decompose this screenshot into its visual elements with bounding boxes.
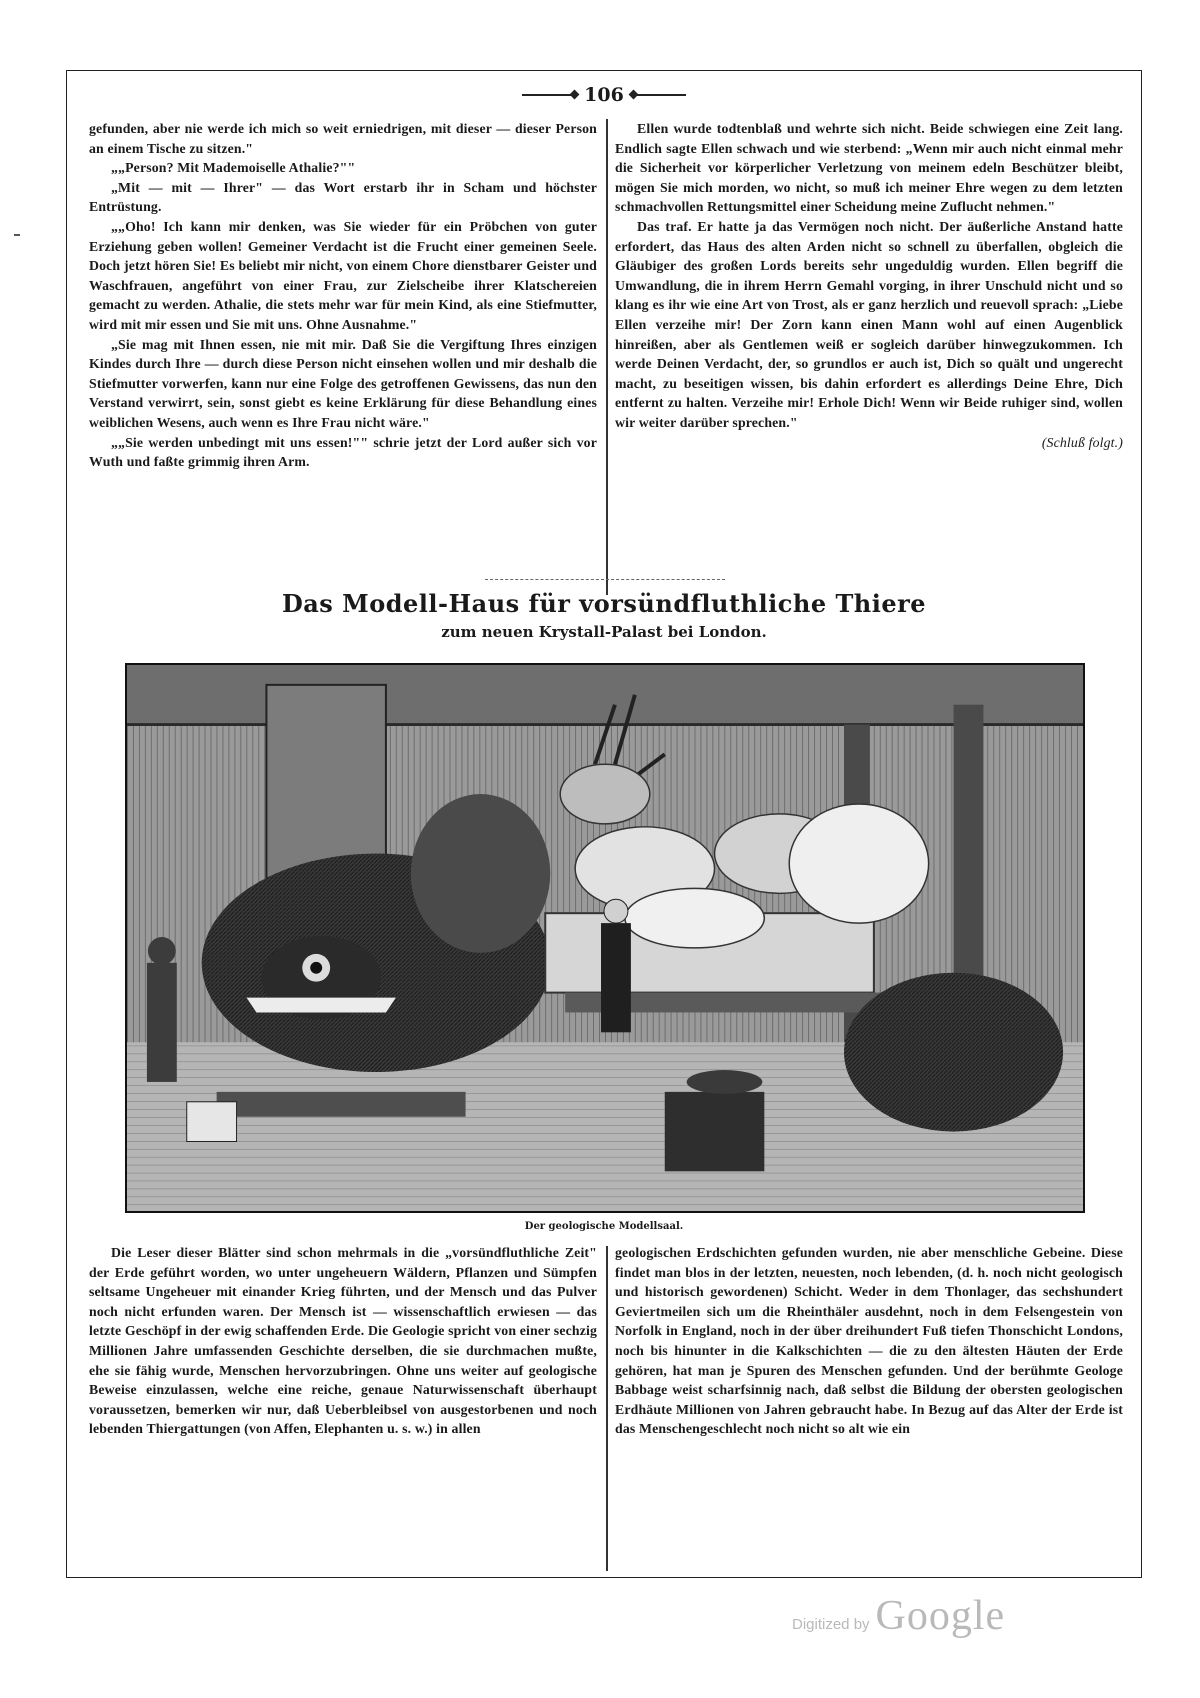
header-ornament-left: [522, 94, 574, 96]
paragraph: „„Person? Mit Mademoiselle Athalie?"": [111, 160, 356, 176]
column-divider: [606, 119, 608, 595]
illustration-caption: Der geologische Modellsaal.: [524, 1221, 684, 1232]
paragraph: Ellen wurde todtenblaß und wehrte sich nicht. Beide schwiegen eine Zeit lang. Endlich sagte Ellen schwach und wie sterbend: „Wenn mir auch nicht einmal mehr die Sicherheit vor körperlicher Verletzung von meinem edeln Beschützer bleibt, mögen Sie mich morden, wo nicht, so muß ich meiner Ehre wegen zu dem letzten schmachvollen Rettungsmittel einer Scheidung meine Zuflucht nehmen.": [615, 121, 1123, 215]
engraving-illustration: [125, 663, 1085, 1213]
watermark-prefix: Digitized by: [792, 1616, 870, 1633]
page-number: 106: [584, 84, 624, 106]
article-column-left: [89, 1243, 597, 1439]
article-title: Das Modell-Haus für vorsündfluthliche Thiere: [281, 589, 927, 618]
paragraph: Das traf. Er hatte ja das Vermögen noch nicht. Der äußerliche Anstand hatte erfordert, das Haus des alten Arden nicht so schnell zu überfallen, obgleich die Gläubiger des großen Lords bereits sehr ungeduldig wurden. Ellen begriff die Umwandlung, die in ihrem Herrn Gemahl vorging, in ihrer Unschuld nicht und so klang es ihr wie eine Art von Trost, als er ganz herzlich und reuevoll sprach: „Liebe Ellen verzeihe mir! Der Zorn kann einen Mann wohl auf einen Augenblick hinreißen, aber als Gentlemen weiß er sogleich darüber hinwegzukommen. Ich werde Deinen Verdacht, der, so grundlos er auch ist, Dich so quält und ungerecht macht, zu beseitigen wissen, bis dahin erfordert es allerdings Deine Ehre, Dich entfernt zu halten. Verzeihe mir! Erhole Dich! Wenn wir Beide ruhiger sind, wollen wir weiter darüber sprechen.": [615, 218, 1123, 430]
paragraph: „Mit — mit — Ihrer" — das Wort erstarb ihr in Scham und höchster Entrüstung.: [89, 179, 597, 215]
paragraph: Die Leser dieser Blätter sind schon mehrmals in die „vorsündfluthliche Zeit" der Erde geführt worden, wo unter ungeheuern Wäldern, Pflanzen und Sümpfen seltsame Ungeheuer mit einander Krieg führten, und der Mensch und das Pulver noch nicht erfunden waren. Der Mensch ist — wissenschaftlich erwiesen — das letzte Geschöpf in der ewig schaffenden Erde. Die Geologie spricht von einer sechzig Millionen Jahre umfassenden Geschichte derselben, die sie durchmachen mußte, ehe sie fähig wurde, Menschen hervorzubringen. Ohne uns weiter auf geologische Beweise einzulassen, welche eine reiche, genaue Naturwissenschaft überhaupt voraussetzen, bemerken wir nur, daß Ueberbleibsel von ausgestorbenen und noch lebenden Thiergattungen (von Affen, Elephanten u. s. w.) in allen: [89, 1245, 597, 1437]
paragraph: „„Sie werden unbedingt mit uns essen!"" schrie jetzt der Lord außer sich vor Wuth und faßte grimmig ihren Arm.: [89, 434, 597, 470]
article-column-right: [615, 1243, 1123, 1439]
paragraph: „Sie mag mit Ihnen essen, nie mit mir. Daß Sie die Vergiftung Ihres einzigen Kindes durch Ihre — durch diese Person nicht einsehen wollen und mir deshalb die Stiefmutter vorwerfen, kann nur eine Folge des getroffenen Gewissens, das nun den Verstand verwirrt, sein, sonst giebt es keine Erklärung für diese Behandlung eines weiblichen Wesens, auch wenn es Ihre Frau nicht wäre.": [89, 336, 597, 430]
paragraph: geologischen Erdschichten gefunden wurden, nie aber menschliche Gebeine. Diese findet man blos in der letzten, neuesten, noch lebenden, (d. h. noch nicht geologisch und historisch gewordenen) Schicht. Weder in dem Thonlager, das sechshundert Geviertmeilen sich um die Rheinthäler ausdehnt, noch in dem Felsengestein von Norfolk in England, noch in der über dreihundert Fuß tiefen Thonschicht Londons, noch bis hinunter in die Kalkschichten — die zu den ältesten Häuten der Erde gehören, hat man je Spuren des Menschen gefunden. Und der berühmte Geologe Babbage weist scharfsinnig nach, daß selbst die Bildung der obersten geologischen Erdhäute Millionen von Jahren gebraucht habe. In Bezug auf das Alter der Erde ist das Menschengeschlecht noch nicht so alt wie ein: [615, 1245, 1123, 1437]
margin-mark: [14, 234, 20, 236]
page-header: [67, 81, 1141, 109]
section-separator: [485, 579, 725, 580]
header-ornament-right: [634, 94, 686, 96]
page-frame: [66, 70, 1142, 1578]
paragraph: gefunden, aber nie werde ich mich so weit erniedrigen, mit dieser — dieser Person an einem Tische zu sitzen.": [89, 121, 597, 156]
paragraph: „„Oho! Ich kann mir denken, was Sie wieder für ein Pröbchen von guter Erziehung geben wollen! Gemeiner Verdacht ist die Frucht einer gemeinen Seele. Doch jetzt hören Sie! Es beliebt mir nicht, von einem Chore dienstbarer Geister und Waschfrauen, angeführt von einer Frau, zur Zielscheibe ihrer Klatschereien gemacht zu werden. Athalie, die stets mehr war für mein Kind, als eine Stiefmutter, wird mit mir essen und Sie mit uns. Ohne Ausnahme.": [89, 218, 597, 332]
story-column-right: [615, 119, 1123, 452]
story-column-left: [89, 119, 597, 472]
article-subtitle: zum neuen Krystall-Palast bei London.: [441, 623, 767, 641]
digitized-watermark: [792, 1592, 1005, 1640]
column-divider: [606, 1246, 608, 1571]
continuation-note: (Schluß folgt.): [1041, 434, 1123, 450]
google-logo: Google: [875, 1593, 1006, 1639]
workshop-engraving: [127, 665, 1083, 1211]
